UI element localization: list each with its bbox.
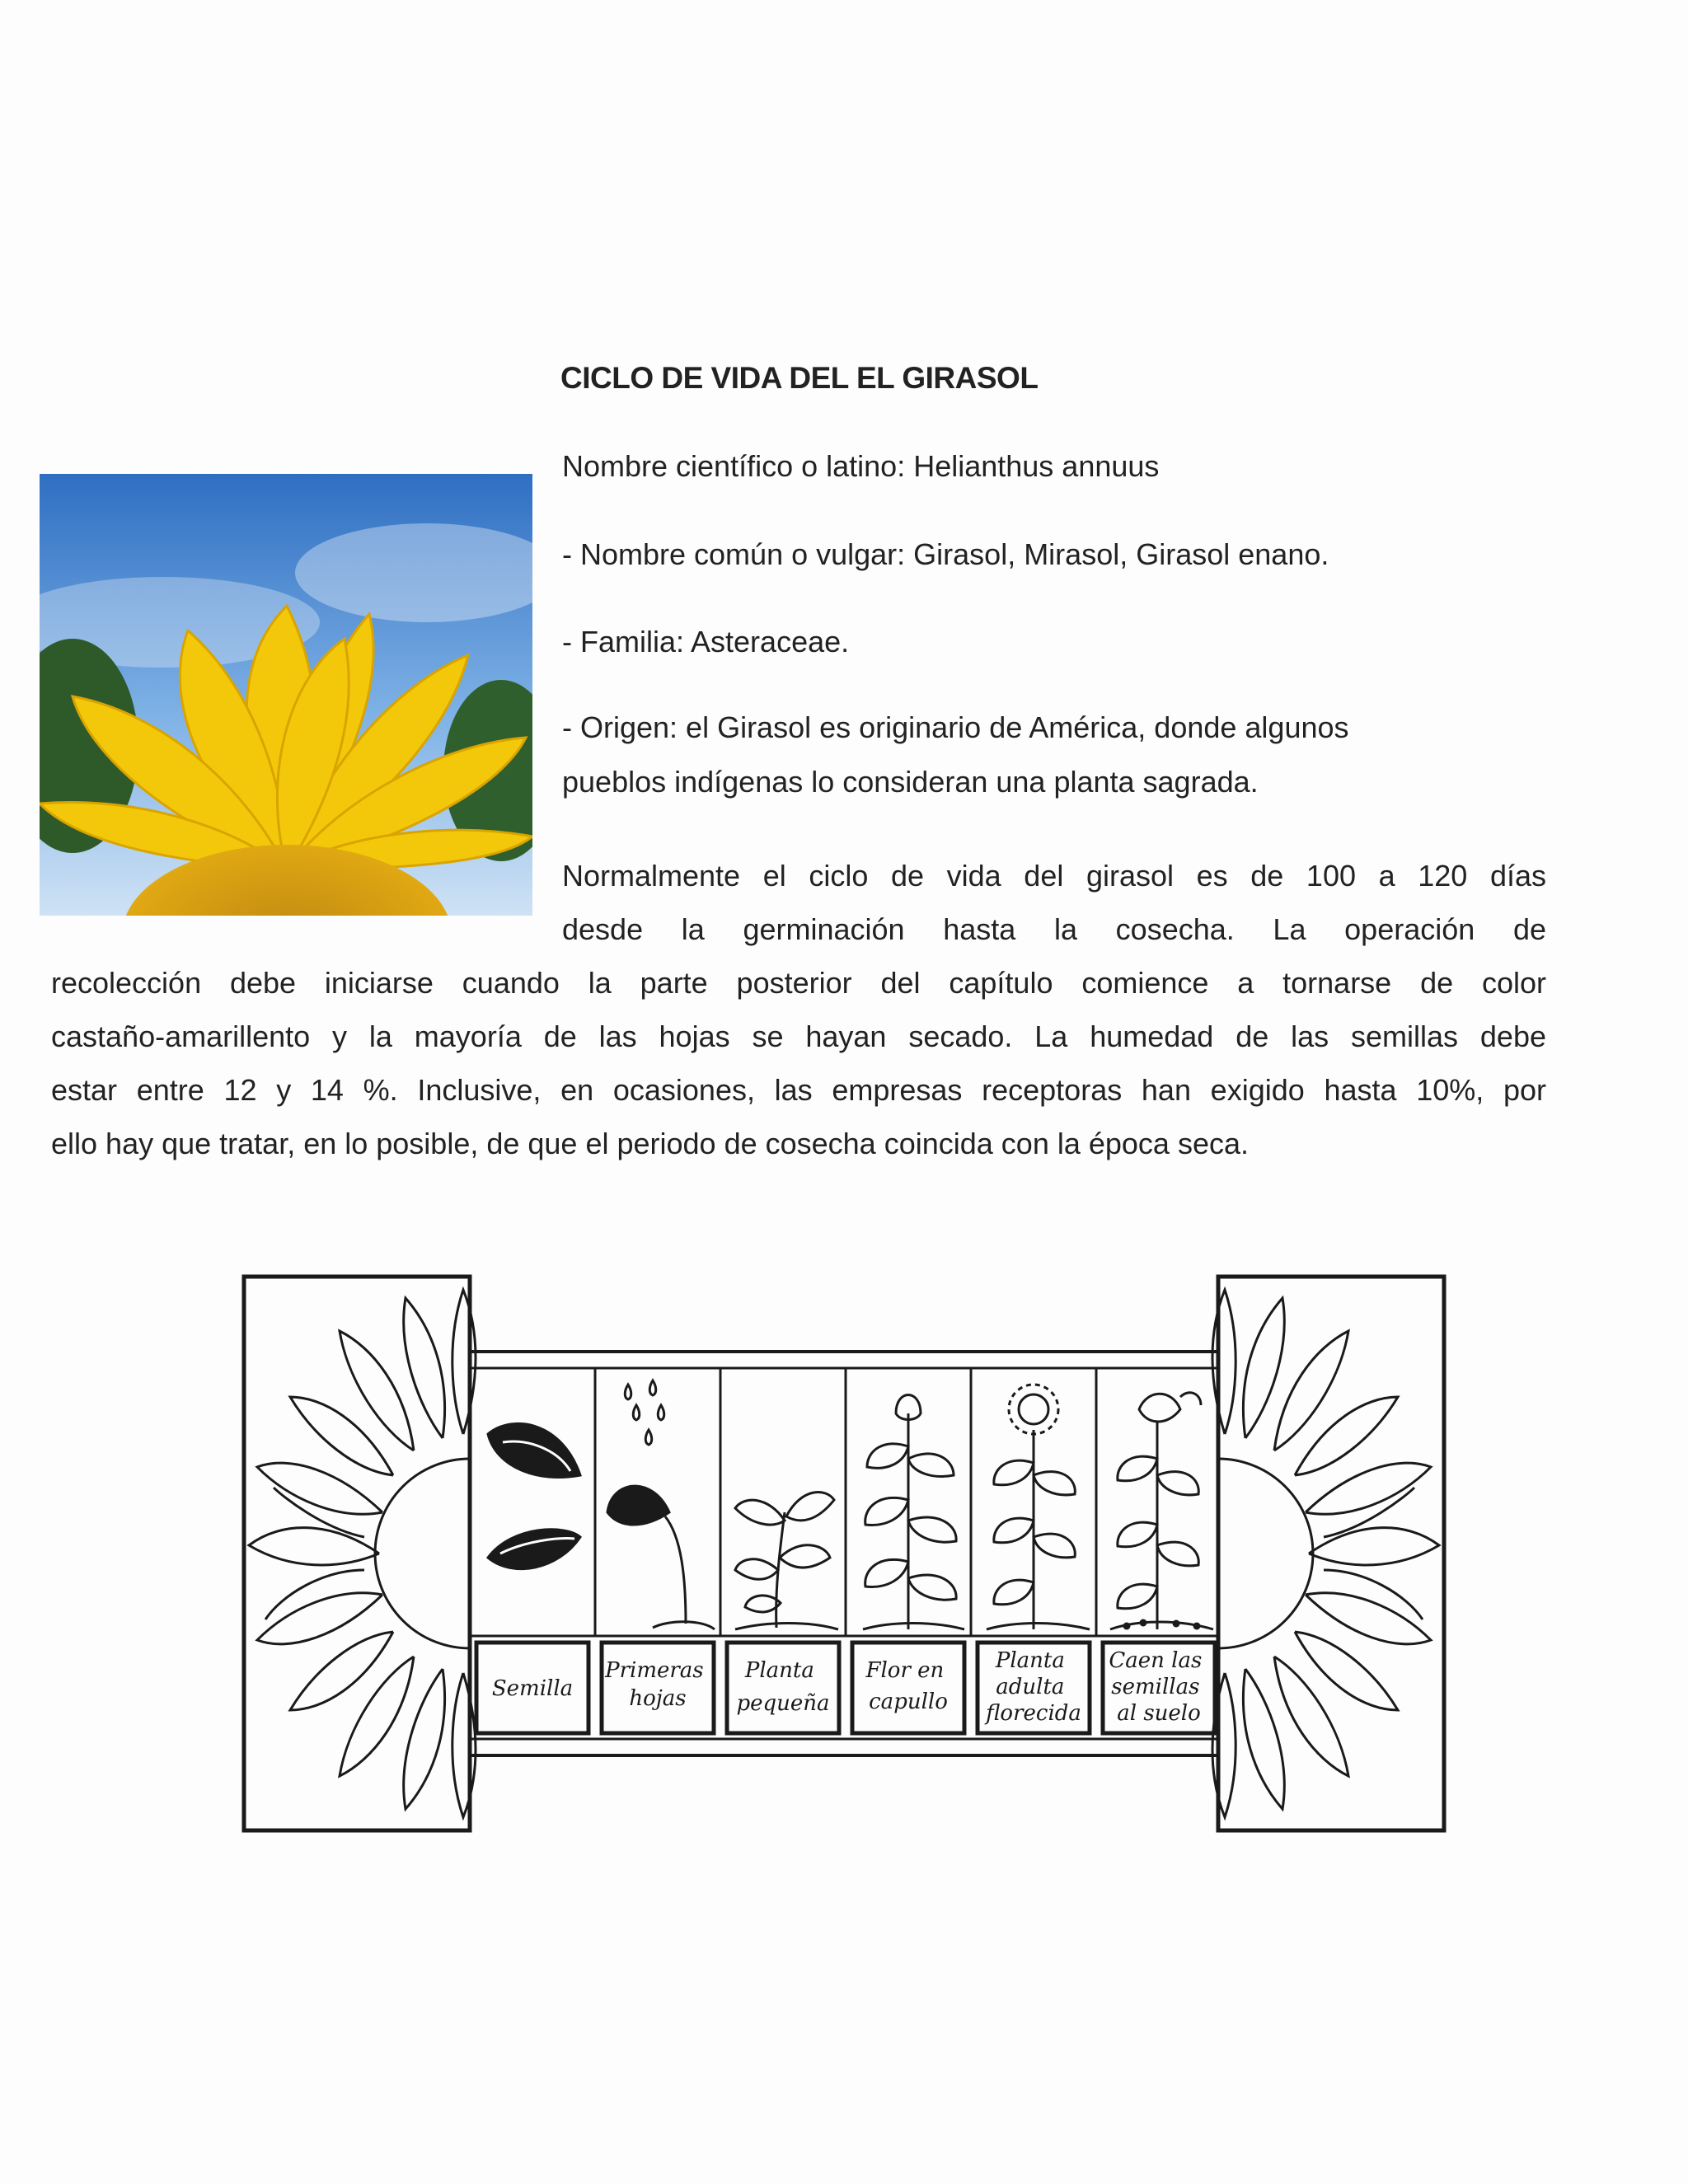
sprout-icon xyxy=(607,1380,715,1629)
paragraph-line: Normalmente el ciclo de vida del girasol es de 100 a 120 días xyxy=(562,859,1546,893)
page-title: CICLO DE VIDA DEL EL GIRASOL xyxy=(560,361,1039,395)
common-name: - Nombre común o vulgar: Girasol, Mirasol, Girasol enano. xyxy=(562,537,1329,571)
stage-label-caen-las-semillas: Caen las semillas al suelo xyxy=(1109,1648,1203,1726)
paragraph-line: estar entre 12 y 14 %. Inclusive, en ocasiones, las empresas receptoras han exigido hasta 10%, por xyxy=(51,1073,1546,1107)
half-sunflower-icon xyxy=(244,1277,476,1830)
flowering-plant-icon xyxy=(987,1385,1090,1629)
stage-label-semilla: Semilla xyxy=(491,1676,574,1701)
paragraph-line: ello hay que tratar, en lo posible, de que el periodo de cosecha coincida con la época seca. xyxy=(51,1127,1249,1160)
stage-label-flor-en-capullo: Flor en capullo xyxy=(865,1658,948,1714)
seedling-icon xyxy=(735,1492,838,1629)
stage-label-planta-adulta-florecida: Planta adulta florecida xyxy=(986,1648,1081,1726)
origin-line-1: - Origen: el Girasol es originario de América, donde algunos xyxy=(562,710,1349,744)
bud-plant-icon xyxy=(863,1395,964,1630)
origin-line-2: pueblos indígenas lo consideran una planta sagrada. xyxy=(562,765,1259,799)
paragraph-line: castaño-amarillento y la mayoría de las hojas se hayan secado. La humedad de las semillas debe xyxy=(51,1019,1546,1053)
stage-label-planta-pequena: Planta pequeña xyxy=(736,1658,830,1716)
half-sunflower-icon xyxy=(1212,1277,1444,1830)
seeding-plant-icon xyxy=(1110,1393,1213,1629)
stage-label-primeras-hojas: Primeras hojas xyxy=(605,1658,704,1711)
paragraph-line: desde la germinación hasta la cosecha. La operación de xyxy=(562,912,1546,946)
life-cycle-diagram xyxy=(241,1273,1447,1834)
seed-icon xyxy=(488,1423,580,1568)
family: - Familia: Asteraceae. xyxy=(562,625,850,658)
cycle-paragraph xyxy=(51,849,1546,1170)
scientific-name: Nombre científico o latino: Helianthus annuus xyxy=(562,449,1160,483)
paragraph-line: recolección debe iniciarse cuando la parte posterior del capítulo comience a tornarse de color xyxy=(51,966,1546,1000)
